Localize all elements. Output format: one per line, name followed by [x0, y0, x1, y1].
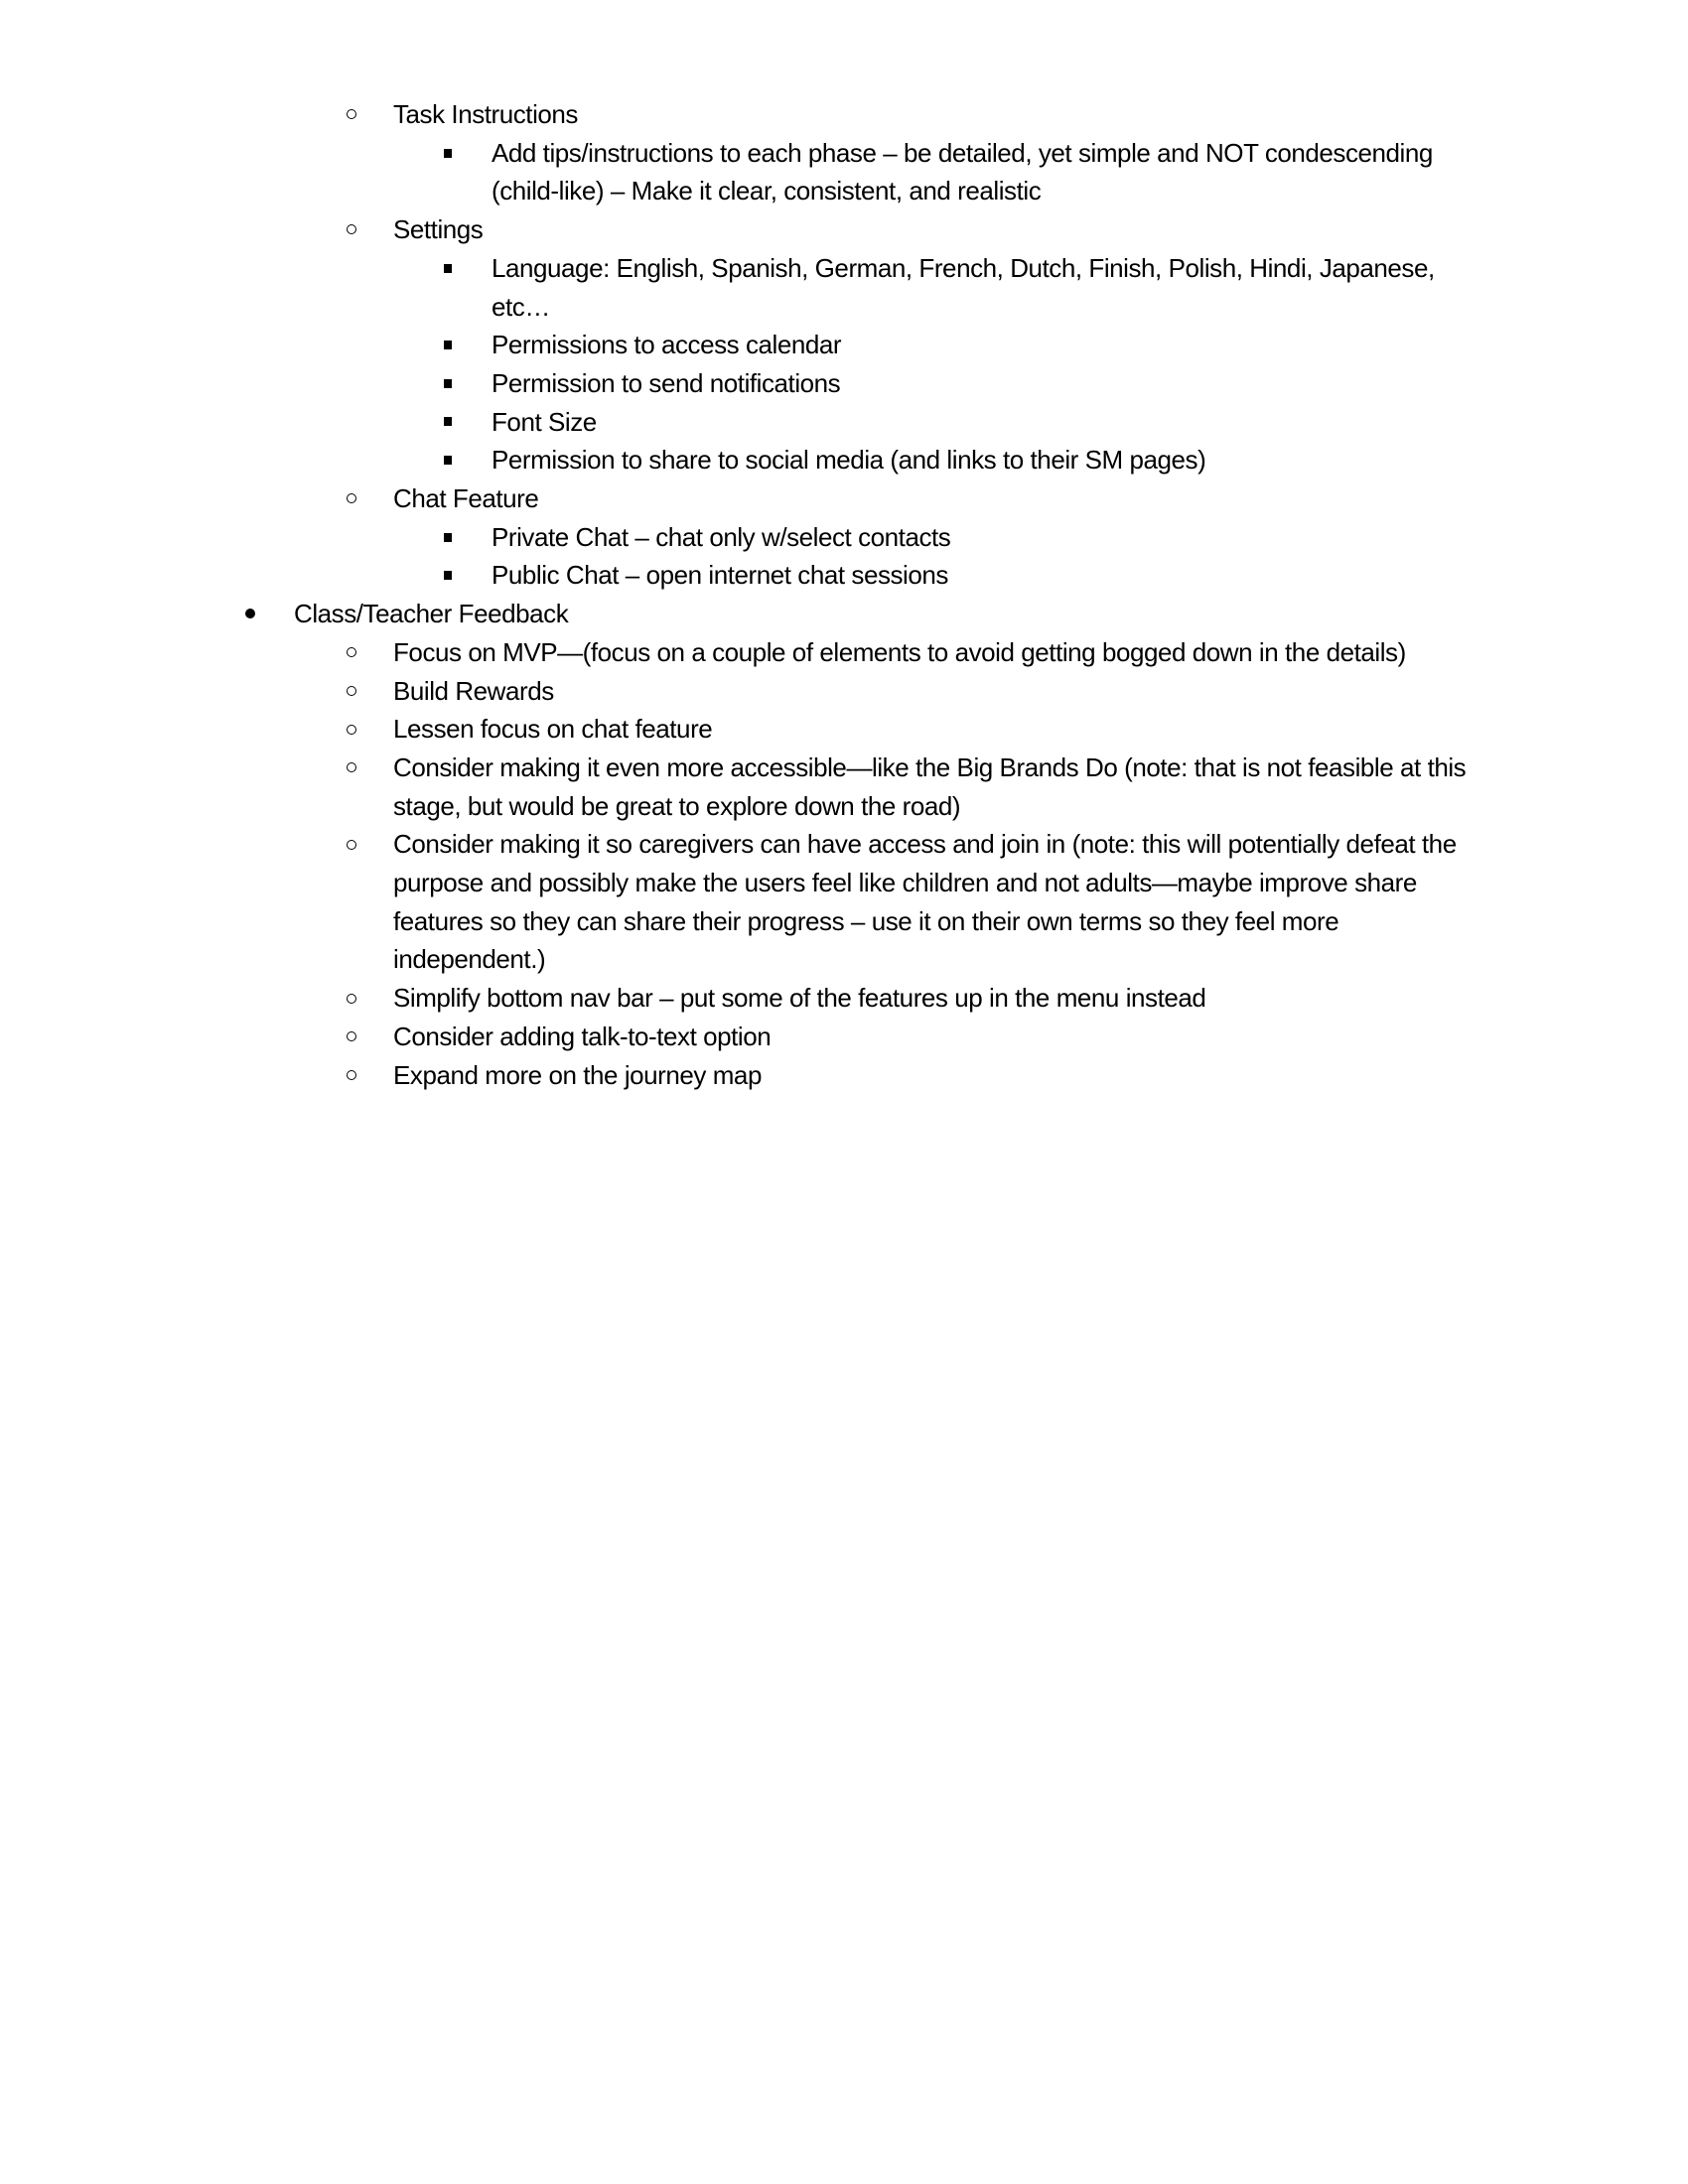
list-item	[0, 825, 1688, 979]
list-item	[0, 595, 1688, 633]
bullet-circle-icon	[347, 633, 356, 672]
bullet-square-icon	[444, 518, 452, 557]
list-item	[0, 1056, 1688, 1095]
bullet-circle-icon	[347, 210, 356, 249]
bullet-square-icon	[444, 556, 452, 595]
list-item	[0, 979, 1688, 1018]
list-item	[0, 441, 1688, 479]
bullet-circle-icon	[347, 1056, 356, 1095]
bullet-circle-icon	[347, 979, 356, 1018]
list-item	[0, 326, 1688, 364]
bullet-circle-icon	[347, 749, 356, 787]
list-item	[0, 556, 1688, 595]
list-item	[0, 210, 1688, 249]
list-item-text: Permission to share to social media (and links to their SM pages)	[492, 445, 1206, 476]
list-item	[0, 403, 1688, 442]
list-item-text: Expand more on the journey map	[393, 1059, 762, 1090]
list-item-text: Lessen focus on chat feature	[393, 714, 713, 745]
bullet-square-icon	[444, 134, 452, 173]
list-item-text: Permission to send notifications	[492, 367, 841, 398]
list-item	[0, 479, 1688, 518]
bullet-square-icon	[444, 441, 452, 479]
list-item-text: Public Chat – open internet chat sessions	[492, 560, 948, 591]
list-item-text: Font Size	[492, 406, 597, 437]
bullet-square-icon	[444, 249, 452, 288]
list-item-text: Focus on MVP—(focus on a couple of elements to avoid getting bogged down in the details)	[393, 636, 1406, 667]
list-item	[0, 633, 1688, 672]
bullet-disc-icon	[245, 595, 255, 633]
list-item-text: Settings	[393, 214, 484, 245]
list-item	[0, 249, 1688, 326]
list-item-text: Simplify bottom nav bar – put some of the features up in the menu instead	[393, 983, 1206, 1014]
list-item-text: Permissions to access calendar	[492, 330, 842, 360]
bullet-circle-icon	[347, 479, 356, 518]
list-item	[0, 364, 1688, 403]
list-item-text: Consider making it even more accessible—like the Big Brands Do (note: that is not feasible at this stage, but would be great to explore down the road)	[393, 751, 1467, 821]
list-item	[0, 710, 1688, 749]
bullet-circle-icon	[347, 1018, 356, 1056]
list-item-text: Chat Feature	[393, 483, 539, 514]
list-item	[0, 95, 1688, 134]
list-item-text: Add tips/instructions to each phase – be detailed, yet simple and NOT condescending (child-like) – Make it clear, consistent, and realistic	[492, 137, 1433, 206]
list-item	[0, 134, 1688, 210]
bullet-square-icon	[444, 364, 452, 403]
list-item-text: Class/Teacher Feedback	[294, 599, 569, 629]
bullet-circle-icon	[347, 710, 356, 749]
bullet-circle-icon	[347, 95, 356, 134]
list-item	[0, 1018, 1688, 1056]
list-item	[0, 672, 1688, 711]
list-item-text: Private Chat – chat only w/select contacts	[492, 521, 951, 552]
list-item	[0, 518, 1688, 557]
list-item-text: Build Rewards	[393, 675, 554, 706]
list-item-text: Language: English, Spanish, German, French, Dutch, Finish, Polish, Hindi, Japanese, etc…	[492, 252, 1435, 322]
list-item-text: Consider adding talk-to-text option	[393, 1021, 772, 1051]
bullet-circle-icon	[347, 825, 356, 864]
document-page	[0, 95, 1688, 1094]
list-item-text: Task Instructions	[393, 99, 578, 129]
list-item	[0, 749, 1688, 825]
bullet-circle-icon	[347, 672, 356, 711]
bullet-square-icon	[444, 403, 452, 442]
list-item-text: Consider making it so caregivers can have access and join in (note: this will potentially defeat the purpose and possibly make the users feel like children and not adults—maybe improve share features so they can share their progress – use it on their own terms so they feel more independent.)	[393, 829, 1457, 975]
bullet-square-icon	[444, 326, 452, 364]
